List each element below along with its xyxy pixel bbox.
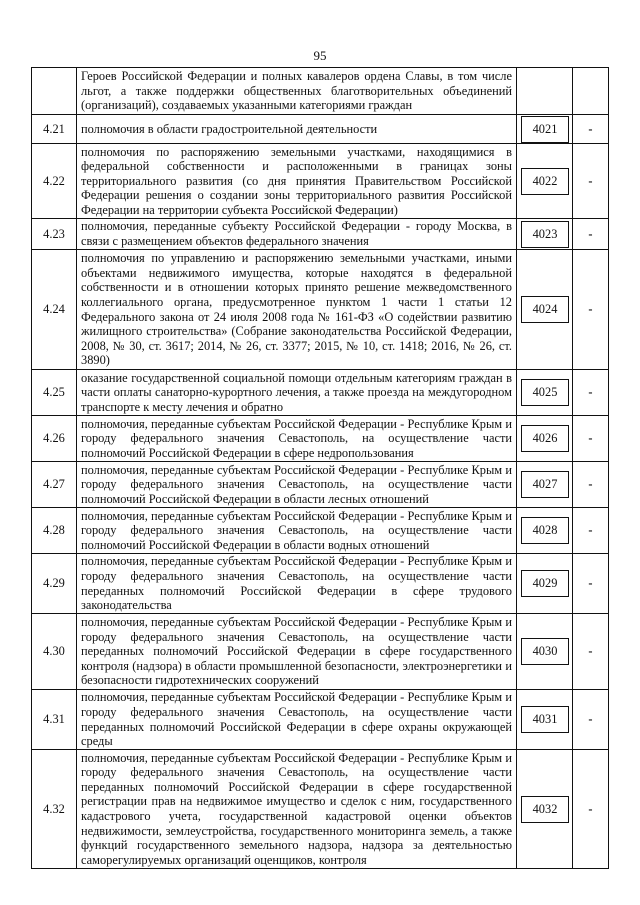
- row-text: полномочия, переданные субъектам Российской Федерации - Республике Крым и городу федерального значения Севастополь, на осуществление части переданных полномочий Российской Федерации в сфере государственной регистрации прав на недвижимое имущество и сделок с ним, государственного кадастрового учета, государственной кадастровой оценки объектов недвижимости, землеустройства, государственного мониторинга земель, а также функций государственного земельного надзора, надзора за деятельностью саморегулируемых организаций оценщиков, контроля: [77, 750, 517, 869]
- table-row: [32, 144, 609, 219]
- row-code-cell: [517, 144, 573, 219]
- table-row: [32, 115, 609, 144]
- row-value: -: [573, 115, 609, 144]
- row-code-cell: [517, 68, 573, 115]
- row-number: 4.24: [32, 250, 77, 370]
- row-code-cell: [517, 219, 573, 250]
- row-code-cell: [517, 750, 573, 869]
- row-value: -: [573, 416, 609, 462]
- row-code: 4030: [521, 638, 569, 665]
- table-row: [32, 416, 609, 462]
- page-number: 95: [313, 48, 327, 63]
- row-number: 4.30: [32, 614, 77, 690]
- row-value: -: [573, 219, 609, 250]
- row-code-cell: [517, 554, 573, 614]
- row-value: -: [573, 554, 609, 614]
- table-row: [32, 614, 609, 690]
- row-code-cell: [517, 462, 573, 508]
- row-code: 4023: [521, 221, 569, 248]
- row-number: 4.31: [32, 690, 77, 750]
- row-text: полномочия по распоряжению земельными участками, находящимися в федеральной собственности и расположенными в границах зоны территориального развития (со дня принятия Правительством Российской Федерации решения о создании зоны территориального развития Российской Федерации на территории субъекта Российской Федерации): [77, 144, 517, 219]
- row-code: 4024: [521, 296, 569, 323]
- row-code: 4028: [521, 517, 569, 544]
- row-number: 4.28: [32, 508, 77, 554]
- row-text: полномочия, переданные субъектам Российской Федерации - Республике Крым и городу федерального значения Севастополь, на осуществление части полномочий Российской Федерации в области лесных отношений: [77, 462, 517, 508]
- row-code: 4026: [521, 425, 569, 452]
- row-code: 4022: [521, 168, 569, 195]
- table-row: [32, 508, 609, 554]
- table-row: [32, 462, 609, 508]
- table-row: [32, 219, 609, 250]
- row-text: полномочия, переданные субъектам Российской Федерации - Республике Крым и городу федерального значения Севастополь, на осуществление части переданных полномочий Российской Федерации в сфере государственного контроля (надзора) в области промышленной безопасности, электроэнергетики и безопасности гидротехнических сооружений: [77, 614, 517, 690]
- table-row: [32, 690, 609, 750]
- row-number: [32, 68, 77, 115]
- row-code-cell: [517, 508, 573, 554]
- row-number: 4.27: [32, 462, 77, 508]
- row-value: -: [573, 750, 609, 869]
- row-value: -: [573, 462, 609, 508]
- row-text: полномочия, переданные субъектам Российской Федерации - Республике Крым и городу федерального значения Севастополь, на осуществление части полномочий Российской Федерации в сфере недропользования: [77, 416, 517, 462]
- table-row: [32, 554, 609, 614]
- row-text: полномочия по управлению и распоряжению земельными участками, иными объектами недвижимого имущества, которые находятся в федеральной собственности и в отношении которых принято решение межведомственного коллегиального органа, предусмотренное пунктом 1 части 1 статьи 12 Федерального закона от 24 июля 2008 года № 161-ФЗ «О содействии развитию жилищного строительства» (Собрание законодательства Российской Федерации, 2008, № 30, ст. 3617; 2014, № 26, ст. 3377; 2015, № 10, ст. 1418; 2016, № 26, ст. 3890): [77, 250, 517, 370]
- document-table: [31, 67, 609, 869]
- table-row: [32, 68, 609, 115]
- table-row: [32, 750, 609, 869]
- row-text: оказание государственной социальной помощи отдельным категориям граждан в части оплаты санаторно-курортного лечения, а также проезда на междугородном транспорте к месту лечения и обратно: [77, 370, 517, 416]
- row-number: 4.26: [32, 416, 77, 462]
- row-code: 4032: [521, 796, 569, 823]
- row-value: -: [573, 370, 609, 416]
- table-row: [32, 250, 609, 370]
- row-code-cell: [517, 115, 573, 144]
- row-code-cell: [517, 614, 573, 690]
- row-code: 4021: [521, 116, 569, 143]
- row-value: -: [573, 508, 609, 554]
- row-code-cell: [517, 416, 573, 462]
- row-number: 4.25: [32, 370, 77, 416]
- row-code-cell: [517, 370, 573, 416]
- row-value: -: [573, 690, 609, 750]
- row-number: 4.29: [32, 554, 77, 614]
- row-text: полномочия в области градостроительной деятельности: [77, 115, 517, 144]
- row-value: -: [573, 144, 609, 219]
- row-text: полномочия, переданные субъекту Российской Федерации - городу Москва, в связи с размещением объектов федерального значения: [77, 219, 517, 250]
- row-code-cell: [517, 690, 573, 750]
- row-number: 4.22: [32, 144, 77, 219]
- row-code: 4025: [521, 379, 569, 406]
- row-code-cell: [517, 250, 573, 370]
- row-value: -: [573, 250, 609, 370]
- row-number: 4.21: [32, 115, 77, 144]
- row-text: полномочия, переданные субъектам Российской Федерации - Республике Крым и городу федерального значения Севастополь, на осуществление части переданных полномочий Российской Федерации в сфере охраны окружающей среды: [77, 690, 517, 750]
- row-value-cell: [573, 68, 609, 115]
- row-code: 4029: [521, 570, 569, 597]
- row-value: -: [573, 614, 609, 690]
- row-code: 4031: [521, 706, 569, 733]
- row-text: полномочия, переданные субъектам Российской Федерации - Республике Крым и городу федерального значения Севастополь, на осуществление части полномочий Российской Федерации в области водных отношений: [77, 508, 517, 554]
- row-text: полномочия, переданные субъектам Российской Федерации - Республике Крым и городу федерального значения Севастополь, на осуществление части переданных полномочий Российской Федерации в сфере трудового законодательства: [77, 554, 517, 614]
- row-number: 4.23: [32, 219, 77, 250]
- row-code: 4027: [521, 471, 569, 498]
- table-row: [32, 370, 609, 416]
- row-number: 4.32: [32, 750, 77, 869]
- row-text: Героев Российской Федерации и полных кавалеров ордена Славы, в том числе льгот, а также поддержки общественных благотворительных объединений (организаций), создаваемых указанными категориями граждан: [77, 68, 517, 115]
